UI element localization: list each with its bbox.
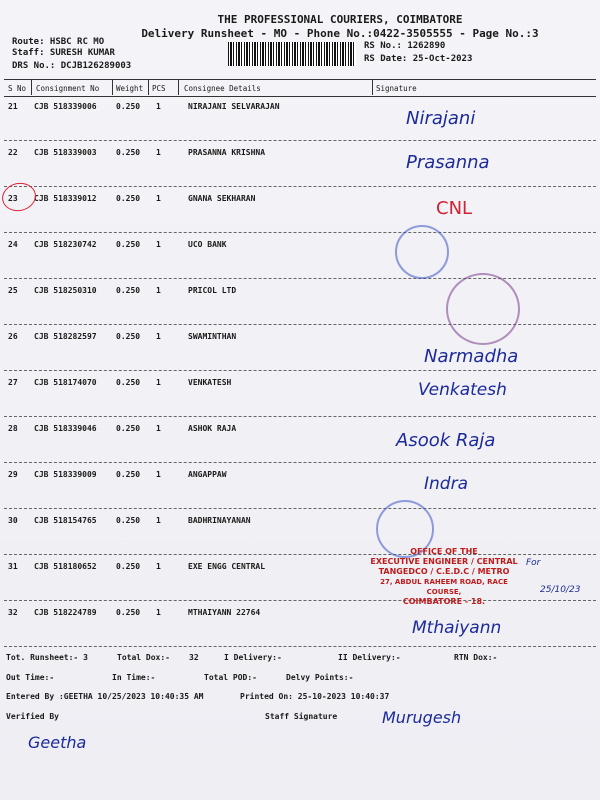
table-row <box>4 187 596 233</box>
row-pcs: 1 <box>156 516 161 525</box>
entered-by: Entered By :GEETHA 10/25/2023 10:40:35 AM <box>6 692 204 701</box>
uco-bank-stamp <box>395 225 449 279</box>
row-consignee: PRASANNA KRISHNA <box>188 148 266 157</box>
row-sno: 22 <box>8 148 18 157</box>
staff-signature-label: Staff Signature <box>265 712 338 721</box>
row-weight: 0.250 <box>116 240 141 249</box>
row-pcs: 1 <box>156 286 161 295</box>
row-consignment: CJB 518339012 <box>34 194 97 203</box>
row-consignment: CJB 518174070 <box>34 378 97 387</box>
row-pcs: 1 <box>156 608 161 617</box>
row-sno: 23 <box>8 194 18 203</box>
row-sno: 27 <box>8 378 18 387</box>
row-consignee: VENKATESH <box>188 378 232 387</box>
row-weight: 0.250 <box>116 378 141 387</box>
row-pcs: 1 <box>156 470 161 479</box>
row-signature: Venkatesh <box>418 380 507 400</box>
row-consignment: CJB 518180652 <box>34 562 97 571</box>
row-weight: 0.250 <box>116 332 141 341</box>
in-time: In Time:- <box>112 673 156 682</box>
row-sno: 30 <box>8 516 18 525</box>
table-row <box>4 463 596 509</box>
stamp-date: 25/10/23 <box>540 585 581 595</box>
row-weight: 0.250 <box>116 194 141 203</box>
row-weight: 0.250 <box>116 286 141 295</box>
row-sno: 28 <box>8 424 18 433</box>
row-consignment: CJB 518230742 <box>34 240 97 249</box>
row-consignee: NIRAJANI SELVARAJAN <box>188 102 280 111</box>
row-pcs: 1 <box>156 194 161 203</box>
row-consignee: UCO BANK <box>188 240 227 249</box>
col-consignment: Consignment No <box>36 84 100 93</box>
row-consignment: CJB 518339003 <box>34 148 97 157</box>
company-title: THE PROFESSIONAL COURIERS, COIMBATORE <box>217 13 463 26</box>
row-sno: 29 <box>8 470 18 479</box>
out-time: Out Time:- <box>6 673 55 682</box>
row-consignment: CJB 518224789 <box>34 608 97 617</box>
row-sno: 32 <box>8 608 18 617</box>
row-signature: Asook Raja <box>396 430 496 451</box>
printed-on: Printed On: 25-10-2023 10:40:37 <box>240 692 390 701</box>
runsheet-title: Delivery Runsheet - MO - Phone No.:0422-3505555 - Page No.:3 <box>141 27 539 40</box>
row-pcs: 1 <box>156 148 161 157</box>
row-sno: 21 <box>8 102 18 111</box>
row-sno: 24 <box>8 240 18 249</box>
row-weight: 0.250 <box>116 148 141 157</box>
row-signature: Nirajani <box>406 108 476 129</box>
row-signature: Prasanna <box>406 152 490 173</box>
row-consignee: SWAMINTHAN <box>188 332 237 341</box>
row-consignment: CJB 518339046 <box>34 424 97 433</box>
table-row <box>4 417 596 463</box>
row-consignment: CJB 518282597 <box>34 332 97 341</box>
row-pcs: 1 <box>156 102 161 111</box>
rtn-dox: RTN Dox:- <box>454 653 498 662</box>
table-row <box>4 601 596 647</box>
total-pod: Total POD:- <box>204 673 257 682</box>
table-row <box>4 371 596 417</box>
row-pcs: 1 <box>156 424 161 433</box>
row-consignee: PRICOL LTD <box>188 286 237 295</box>
row-consignee: GNANA SEKHARAN <box>188 194 256 203</box>
row-weight: 0.250 <box>116 424 141 433</box>
col-signature: Signature <box>376 84 417 93</box>
delvy-points: Delvy Points:- <box>286 673 354 682</box>
row-consignee: EXE ENGG CENTRAL <box>188 562 266 571</box>
verified-by: Verified By <box>6 712 59 721</box>
total-dox-value: 32 <box>189 653 199 662</box>
stamp-note: For <box>526 558 541 568</box>
col-pcs: PCS <box>152 84 166 93</box>
row-sno: 26 <box>8 332 18 341</box>
table-row <box>4 233 596 279</box>
i-delivery: I Delivery:- <box>224 653 282 662</box>
barcode <box>228 42 356 66</box>
row-pcs: 1 <box>156 378 161 387</box>
staff-signature: Murugesh <box>382 708 462 727</box>
row-consignee: BADHRINAYANAN <box>188 516 251 525</box>
row-signature: Indra <box>424 474 468 494</box>
row-consignee: ANGAPPAW <box>188 470 227 479</box>
row-consignment: CJB 518339009 <box>34 470 97 479</box>
row-weight: 0.250 <box>116 516 141 525</box>
col-consignee: Consignee Details <box>184 84 261 93</box>
rs-number: RS No.: 1262890 <box>364 41 446 51</box>
col-sno: S No <box>8 84 27 93</box>
staff-label: Staff: SURESH KUMAR <box>12 48 115 58</box>
row-consignee: ASHOK RAJA <box>188 424 237 433</box>
ii-delivery: II Delivery:- <box>338 653 401 662</box>
pricol-stamp <box>446 273 520 345</box>
row-pcs: 1 <box>156 240 161 249</box>
row-pcs: 1 <box>156 332 161 341</box>
row-weight: 0.250 <box>116 562 141 571</box>
row-consignment: CJB 518250310 <box>34 286 97 295</box>
row-signature: Mthaiyann <box>412 618 502 638</box>
row-consignment: CJB 518339006 <box>34 102 97 111</box>
route-label: Route: HSBC RC MO <box>12 37 105 47</box>
rs-date: RS Date: 25-Oct-2023 <box>364 54 473 64</box>
drs-number: DRS No.: DCJB126289003 <box>12 61 132 71</box>
row-weight: 0.250 <box>116 102 141 111</box>
table-row <box>4 141 596 187</box>
row-sno: 25 <box>8 286 18 295</box>
row-sno: 31 <box>8 562 18 571</box>
table-row <box>4 95 596 141</box>
row-weight: 0.250 <box>116 470 141 479</box>
col-weight: Weight <box>116 84 144 93</box>
tangedco-stamp: OFFICE OF THE EXECUTIVE ENGINEER / CENTRAL TANGEDCO / C.E.D.C / METRO 27, ABDUL RAHEEM ROAD, RACE COURSE, COIMBATORE - 18. <box>370 547 518 606</box>
tot-runsheet: Tot. Runsheet:- 3 <box>6 653 88 662</box>
row-signature: CNL <box>436 198 473 219</box>
row-consignee: MTHAIYANN 22764 <box>188 608 261 617</box>
row-consignment: CJB 518154765 <box>34 516 97 525</box>
row-pcs: 1 <box>156 562 161 571</box>
verified-signature: Geetha <box>28 733 87 752</box>
row-signature: Narmadha <box>424 346 519 367</box>
row-weight: 0.250 <box>116 608 141 617</box>
total-dox-label: Total Dox:- <box>117 653 170 662</box>
